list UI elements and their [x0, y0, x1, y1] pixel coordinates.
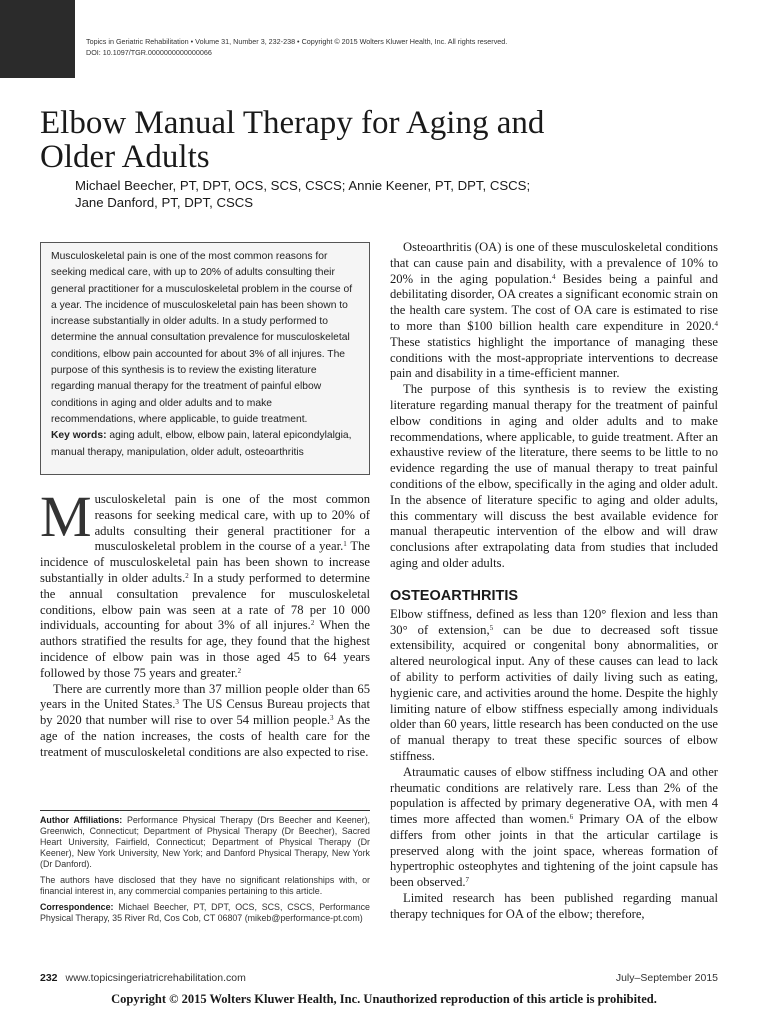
- affiliations-text: Performance Physical Therapy (Drs Beecher and Keener), Greenwich, Connecticut; Department of Physical Therapy (Dr Beecher), Sacred Heart University, Fairfield, Connecticut; Department of Physical Therapy (Dr Keener), New York University, New York; and Danford Physical Therapy, New York (Dr Danford).: [40, 815, 371, 869]
- left-column-body: [40, 484, 371, 761]
- keywords-label: Key words:: [51, 430, 107, 442]
- authors-line-1: Michael Beecher, PT, DPT, OCS, SCS, CSCS; Annie Keener, PT, DPT, CSCS;: [75, 178, 531, 193]
- citation-ref[interactable]: 1: [343, 540, 347, 549]
- text-run: These statistics highlight the importance of managing these conditions with the most-appropriate interventions to decrease pain and disability in a time-efficient manner.: [390, 334, 718, 381]
- journal-citation: Topics in Geriatric Rehabilitation • Volume 31, Number 3, 232-238 • Copyright © 2015 Wolters Kluwer Health, Inc. All rights reserved.: [86, 37, 508, 46]
- citation-ref[interactable]: 2: [237, 666, 242, 675]
- intro-paragraph-2: [40, 682, 370, 761]
- article-title: [40, 106, 544, 174]
- page-number: 232: [40, 972, 58, 984]
- text-run: Elbow stiffness, defined as less than 120° flexion and less than 30° of extension,: [390, 606, 718, 637]
- page-footer: [40, 972, 718, 984]
- section-heading-osteoarthritis: OSTEOARTHRITIS: [390, 587, 519, 604]
- disclosure-note: The authors have disclosed that they have no significant relationships with, or financial interest in, any commercial companies pertaining to this article.: [40, 875, 370, 896]
- affiliations-divider: [40, 810, 370, 811]
- body-paragraph-stiffness: [390, 607, 718, 765]
- title-line-2: Older Adults: [40, 139, 210, 175]
- body-paragraph-purpose: The purpose of this synthesis is to review the existing literature regarding manual therapy for the treatment of painful elbow conditions in aging and older adults and to make recommendations, where applicable, to guide treatment. After an exhaustive review of the literature, there seems to be little to no evidence regarding the use of manual therapy to treat painful conditions of the elbow, specifically in the aging and older adult. In the absence of literature specific to aging and older adults, this commentary will discuss the best available evidence for manual therapeutic intervention of the elbow and will draw conclusions after extrapolating data from studies that included aging and older adults.: [390, 382, 718, 570]
- author-affiliations: [40, 815, 370, 929]
- text-run: When the authors stratified the results for age, they found that the highest incidence of elbow pain was in those aged 45 to 64 years followed by those 75 years and greater.: [40, 618, 370, 680]
- text-run: usculoskeletal pain is one of the most common reasons for seeking medical care, with up to 20% of adults consulting their general practitioner for a musculoskeletal problem in the course of a year.: [94, 492, 370, 554]
- citation-ref[interactable]: 4: [714, 319, 718, 328]
- citation-ref[interactable]: 3: [329, 714, 334, 723]
- citation-ref[interactable]: 2: [310, 619, 315, 628]
- text-run: There are currently more than 37 million people older than 65 years in the United States.: [40, 681, 370, 712]
- citation-ref[interactable]: 4: [551, 272, 556, 281]
- citation-ref[interactable]: 5: [489, 623, 494, 632]
- citation-ref[interactable]: 2: [185, 571, 189, 580]
- citation-ref[interactable]: 3: [175, 698, 179, 707]
- body-paragraph-atraumatic: [390, 765, 718, 891]
- citation-ref[interactable]: 6: [569, 813, 574, 822]
- abstract-text: Musculoskeletal pain is one of the most common reasons for seeking medical care, with up to 20% of adults consulting their general practitioner for a musculoskeletal problem in the course of a year. The incidence of musculoskeletal pain has been shown to increase substantially in older adults. In a study performed to determine the annual consultation prevalence for musculoskeletal conditions, elbow pain accounted for about 3% of all injures. The purpose of this synthesis is to review the existing literature regarding manual therapy for the treatment of painful elbow conditions in aging and older adults and to make recommendations, where applicable, to guide treatment.: [51, 251, 353, 425]
- authors-line-2: Jane Danford, PT, DPT, CSCS: [75, 194, 254, 210]
- affiliations-label: Author Affiliations:: [40, 815, 123, 825]
- text-run: The US Census Bureau projects that by 2020 that number will rise to over 54 million people.: [40, 697, 370, 728]
- body-paragraph-oa-prevalence: [390, 240, 718, 382]
- text-run: The incidence of musculoskeletal pain has been shown to increase substantially in older adults.: [40, 539, 370, 585]
- doi: DOI: 10.1097/TGR.0000000000000066: [86, 48, 212, 57]
- drop-cap: M: [40, 484, 92, 549]
- body-paragraph-limited-research: Limited research has been published regarding manual therapy techniques for OA of the elbow; therefore,: [390, 891, 718, 921]
- text-run: can be due to decreased soft tissue extensibility, acquired or congenital bony abnormalities, or altered neurological input. Any of these causes can lead to lack of ability to perform activities of daily living such as eating, hygienic care, and activities around the home. Despite the highly limiting nature of elbow stiffness especially among individuals older than 60 years, little research has been conducted on the use of manual therapy to treat these specific sources of elbow stiffness.: [390, 622, 718, 763]
- issue-date: July–September 2015: [615, 972, 718, 984]
- author-list: [75, 178, 530, 211]
- intro-paragraph-1: [40, 484, 371, 682]
- copyright-notice: Copyright © 2015 Wolters Kluwer Health, Inc. Unauthorized reproduction of this article is prohibited.: [111, 992, 657, 1006]
- text-run: In a study performed to determine the annual consultation prevalence for musculoskeletal conditions, elbow pain was seen at a rate of 78 per 10 000 individuals, accounting for about 3% of all injures.: [40, 570, 371, 633]
- keywords: [51, 428, 359, 461]
- text-run: Osteoarthritis (OA) is one of these musculoskeletal conditions that can cause pain and disability, with a prevalence of 10% to 20% in the aging population.: [390, 240, 718, 286]
- text-run: Besides being a painful and debilitating disorder, OA creates a significant economic strain on the health care system. The cost of OA care is estimated to rise to more than $100 billion health care expenditure in 2020.: [390, 271, 718, 333]
- title-line-1: Elbow Manual Therapy for Aging and: [40, 105, 545, 141]
- keywords-list: aging adult, elbow, elbow pain, lateral epicondylalgia, manual therapy, manipulation, older adult, osteoarthritis: [51, 430, 352, 458]
- text-run: As the age of the nation increases, the costs of health care for the treatment of musculoskeletal conditions are also expected to rise.: [40, 713, 371, 759]
- correspondence-label: Correspondence:: [40, 902, 114, 912]
- text-run: Primary OA of the elbow differs from other joints in that the articular cartilage is preserved along with the joint space, whereas formation of hypertrophic osteophytes and tightening of the joint capsule has been observed.: [390, 812, 718, 890]
- right-column-body: [390, 240, 718, 923]
- journal-website-link[interactable]: www.topicsingeriatricrehabilitation.com: [65, 972, 246, 984]
- abstract-box: [40, 242, 370, 475]
- citation-ref[interactable]: 7: [465, 876, 470, 885]
- corner-color-block: [0, 0, 75, 78]
- text-run: Atraumatic causes of elbow stiffness including OA and other rheumatic conditions are relatively rare. Less than 2% of the population is affected by primary degenerative OA, with men 4 times more affected than women.: [390, 764, 718, 827]
- correspondence-text: Michael Beecher, PT, DPT, OCS, SCS, CSCS, Performance Physical Therapy, 35 River Rd, Cos Cob, CT 06807 (mikeb@performance-pt.com): [40, 902, 370, 923]
- running-head: [86, 36, 507, 58]
- correspondence-note: [40, 902, 370, 924]
- affiliations-note: [40, 815, 370, 870]
